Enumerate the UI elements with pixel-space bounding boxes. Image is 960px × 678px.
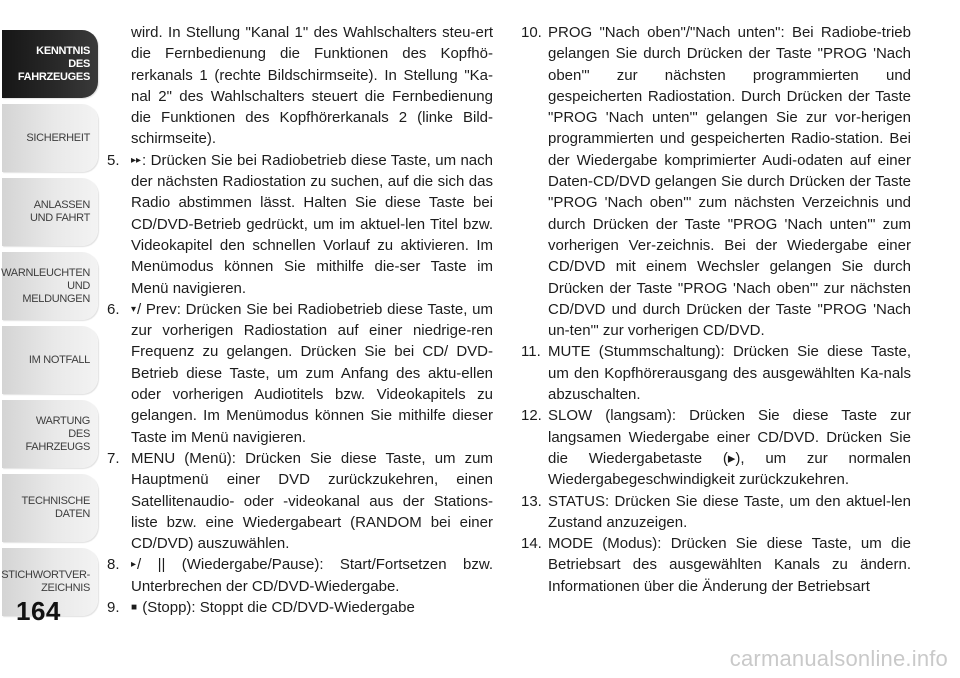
- list-item: [107, 597, 493, 618]
- list-item: [521, 491, 911, 534]
- tab-label-line: MELDUNGEN: [22, 292, 90, 305]
- item-text: / || (Wiedergabe/Pause): Start/Fortsetzen bzw. Unterbrechen der CD/DVD-Wiedergabe.: [131, 556, 493, 595]
- tab-label-line: ZEICHNIS: [41, 582, 90, 594]
- item-number: 13.: [521, 492, 542, 510]
- tab-wartung-des-fahrzeugs[interactable]: [2, 400, 98, 468]
- tab-label-line: DATEN: [55, 508, 90, 520]
- item-number: 11.: [521, 343, 541, 361]
- play-icon: ▸: [131, 559, 137, 571]
- item-text: PROG "Nach oben"/"Nach unten": Bei Radiobe-trieb gelangen Sie durch Drücken der Taste "PROG 'Nach oben'" zur nächsten programmierten und gespeicherten Radiostation. Durch Drücken der Taste "PROG 'Nach unten'" gelangen Sie zur vor-herigen programmierten und gespeicherten Radio-station. Bei der Wiedergabe komprimierter Audi-odaten auf einer Daten-CD/DVD gelangen Sie durch Drücken der Taste "PROG 'Nach oben'" zum nächsten Verzeichnis und durch Drücken der Taste "PROG 'Nach unten'" zum vorherigen Ver-zeichnis. Bei der Wiedergabe einer CD/DVD mit einem Wechsler gelangen Sie durch Drücken der Taste "PROG 'Nach oben'" zur nächsten CD/DVD und durch Drücken der Taste "PROG 'Nach un-ten'" zur vorherigen CD/DVD.: [548, 24, 911, 340]
- item-text: MENU (Menü): Drücken Sie diese Taste, um zum Hauptmenü einer DVD zurückzukehren, einen Satellitenaudio- oder -videokanal aus der Stations-liste bzw. eine Wiedergabeart (RANDOM bei einer CD/DVD) auszuwählen.: [131, 449, 493, 553]
- item-text: : Drücken Sie bei Radiobetrieb diese Taste, um nach der nächsten Radiostation zu suchen, auf die sich das Radio abstimmen lässt. Halten Sie diese Taste bei CD/DVD-Betrieb gedrückt, um im aktuel-len Titel bzw. Videokapitel den schnellen Vorlauf zu aktivieren. Im Menümodus können Sie mithilfe die-ser Taste im Menü navigieren.: [131, 151, 493, 297]
- tab-label-line: SICHERHEIT: [26, 131, 90, 144]
- tab-label-line: FAHRZEUGS: [25, 440, 90, 453]
- tab-anlassen-und-fahrt[interactable]: [2, 178, 98, 246]
- item-text: (Stopp): Stoppt die CD/DVD-Wiedergabe: [138, 599, 415, 617]
- list-item: [107, 150, 493, 299]
- watermark: carmanualsonline.info: [729, 646, 948, 671]
- tab-label-line: TECHNISCHE: [21, 495, 90, 507]
- tab-warnleuchten-und-meldungen[interactable]: [2, 252, 98, 320]
- tab-label-line: DES: [68, 57, 90, 70]
- item-number: 9.: [107, 599, 120, 617]
- tab-kenntnis-des-fahrzeuges[interactable]: [2, 30, 98, 98]
- seek-forward-icon: ▸▸: [131, 154, 142, 166]
- list-item: [521, 405, 911, 490]
- list-item: [521, 341, 911, 405]
- continuation-paragraph: wird. In Stellung "Kanal 1" des Wahlschalters steu-ert die Fernbedienung die Funktionen des Kopfhö-rerkanals 1 (rechte Bildschirmseite). In Stellung "Ka-nal 2" des Wahlschalters steuert die Fernbedienung die Funktionen des Kopfhörerkanals 2 (linke Bild-schirmseite).: [131, 24, 493, 148]
- item-number: 8.: [107, 556, 120, 574]
- chapter-sidebar: [0, 0, 102, 678]
- item-number: 6.: [107, 300, 120, 318]
- tab-label-line: DES: [68, 427, 90, 440]
- tab-label-line: UND: [67, 279, 90, 292]
- item-text: STATUS: Drücken Sie diese Taste, um den aktuel-len Zustand anzuzeigen.: [548, 492, 911, 531]
- item-text: MODE (Modus): Drücken Sie diese Taste, um die Betriebsart des ausgewählten Kanals zu ändern. Informationen über die Änderung der Betriebsart: [548, 535, 911, 595]
- tab-label-line: IM NOTFALL: [28, 353, 90, 366]
- list-item: [107, 299, 493, 448]
- item-text: SLOW (langsam): Drücken Sie diese Taste zur langsamen Wiedergabe einer CD/DVD. Drücken Sie die Wiedergabetaste (▸), um zur normalen Wiedergabegeschwindigkeit zurückzukehren.: [548, 407, 911, 489]
- item-number: 10.: [521, 24, 542, 41]
- item-number: 5.: [107, 151, 120, 169]
- page-number: 164: [16, 596, 61, 626]
- left-column: [107, 22, 493, 618]
- item-text: MUTE (Stummschaltung): Drücken Sie diese Taste, um den Kopfhörerausgang des ausgewählten Ka-nals abzuschalten.: [548, 343, 911, 404]
- stop-icon: ■: [131, 602, 138, 614]
- tab-label-line: ANLASSEN: [33, 199, 90, 211]
- tab-label-line: KENNTNIS: [36, 44, 90, 57]
- item-number: 12.: [521, 407, 542, 425]
- tab-sicherheit[interactable]: [2, 104, 98, 172]
- tab-label-line: WARNLEUCHTEN: [1, 266, 90, 279]
- tab-label-line: FAHRZEUGES: [17, 70, 90, 83]
- right-column: [521, 22, 911, 597]
- tab-label-line: UND FAHRT: [29, 212, 90, 224]
- list-item: [107, 448, 493, 554]
- item-number: 7.: [107, 449, 120, 467]
- list-item: [521, 533, 911, 597]
- tab-label-line: WARTUNG: [35, 414, 90, 427]
- list-item: [107, 554, 493, 597]
- item-number: 14.: [521, 535, 542, 553]
- tab-im-notfall[interactable]: [2, 326, 98, 394]
- tab-technische-daten[interactable]: [2, 474, 98, 542]
- tab-label-line: STICHWORTVER-: [1, 569, 90, 581]
- seek-back-icon: ▾: [131, 303, 137, 315]
- item-text: / Prev: Drücken Sie bei Radiobetrieb diese Taste, um zur vorherigen Radiostation auf einer niedrige-ren Frequenz zu gelangen. Drücken Sie bei CD/ DVD-Betrieb diese Taste, um zum Anfang des aktu-ellen oder vorherigen Audiotitels bzw. Videokapitels zu gelangen. Im Menümodus können Sie mithilfe dieser Taste im Menü navigieren.: [131, 300, 493, 446]
- list-item: [521, 22, 911, 341]
